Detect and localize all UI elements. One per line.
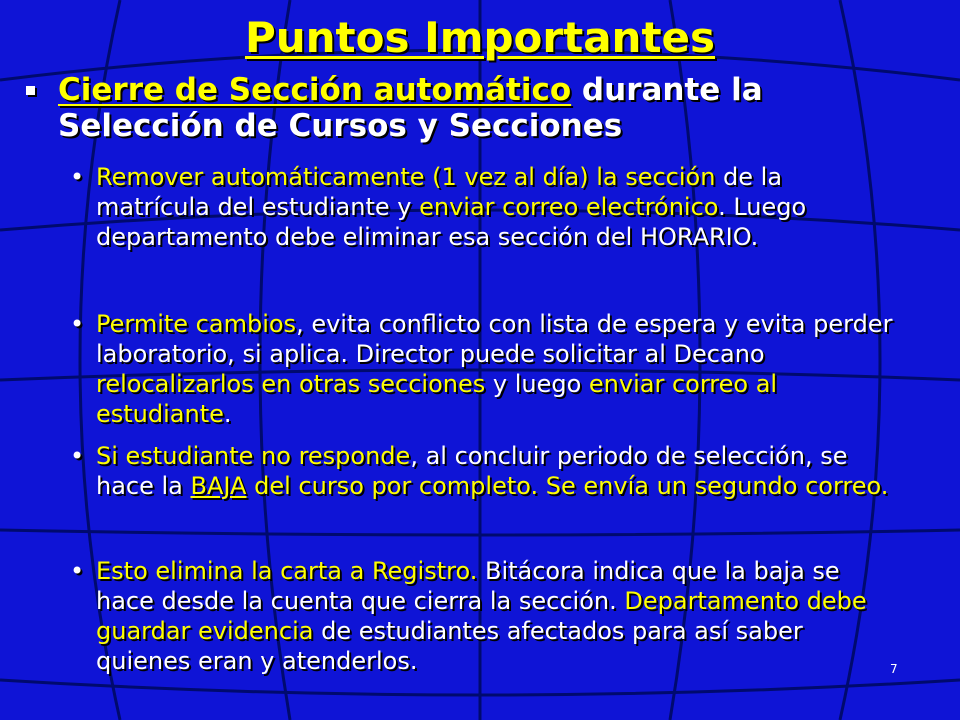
item-4-text: Bitácora indica que la baja se hace desde la cuenta que cierra la sección. <box>96 557 840 615</box>
item-4-text: Esto elimina la carta a Registro. <box>96 557 478 585</box>
bullet-dot-icon: • <box>70 557 85 585</box>
bullet-dot-icon: • <box>70 442 85 470</box>
item-2-text: relocalizarlos en otras secciones <box>96 370 486 398</box>
item-3-text: , al concluir periodo de selección, se hace la <box>96 442 848 500</box>
item-2-text: y luego <box>485 370 589 398</box>
slide-title: Puntos Importantes <box>244 13 716 62</box>
item-2-text: . <box>223 400 232 428</box>
item-4-text: de estudiantes afectados para así saber quienes eran y atenderlos. <box>96 617 803 675</box>
heading-rest: durante la Selección de Cursos y Secciones <box>58 72 763 144</box>
item-1-text: de la matrícula del estudiante y <box>96 163 783 221</box>
item-2-text: , evita conflicto con lista de espera y evita perder laboratorio, si aplica. Director puede solicitar al Decano <box>96 310 893 368</box>
item-1-text: . Luego departamento debe eliminar esa sección del HORARIO. <box>96 193 807 251</box>
item-3-text: BAJA <box>190 472 247 500</box>
bullet-item-2 <box>70 309 896 429</box>
slide-heading <box>58 72 918 144</box>
square-bullet-icon <box>26 86 35 95</box>
heading-highlight: Cierre de Sección automático <box>58 72 572 108</box>
item-4-text: Departamento debe guardar evidencia <box>96 587 867 645</box>
item-1-text: enviar correo electrónico <box>419 193 719 221</box>
bullet-item-4 <box>70 556 896 676</box>
item-3-text: Si estudiante no responde <box>96 442 411 470</box>
item-2-text: Permite cambios <box>96 310 297 338</box>
bullet-item-1 <box>70 162 896 252</box>
item-1-text: Remover automáticamente (1 vez al día) la sección <box>96 163 716 191</box>
page-number: 7 <box>890 662 898 676</box>
bullet-dot-icon: • <box>70 163 85 191</box>
bullet-item-3 <box>70 441 896 501</box>
item-2-text: enviar correo al estudiante <box>96 370 778 428</box>
item-3-text: del curso por completo. Se envía un segundo correo. <box>246 472 889 500</box>
bullet-dot-icon: • <box>70 310 85 338</box>
